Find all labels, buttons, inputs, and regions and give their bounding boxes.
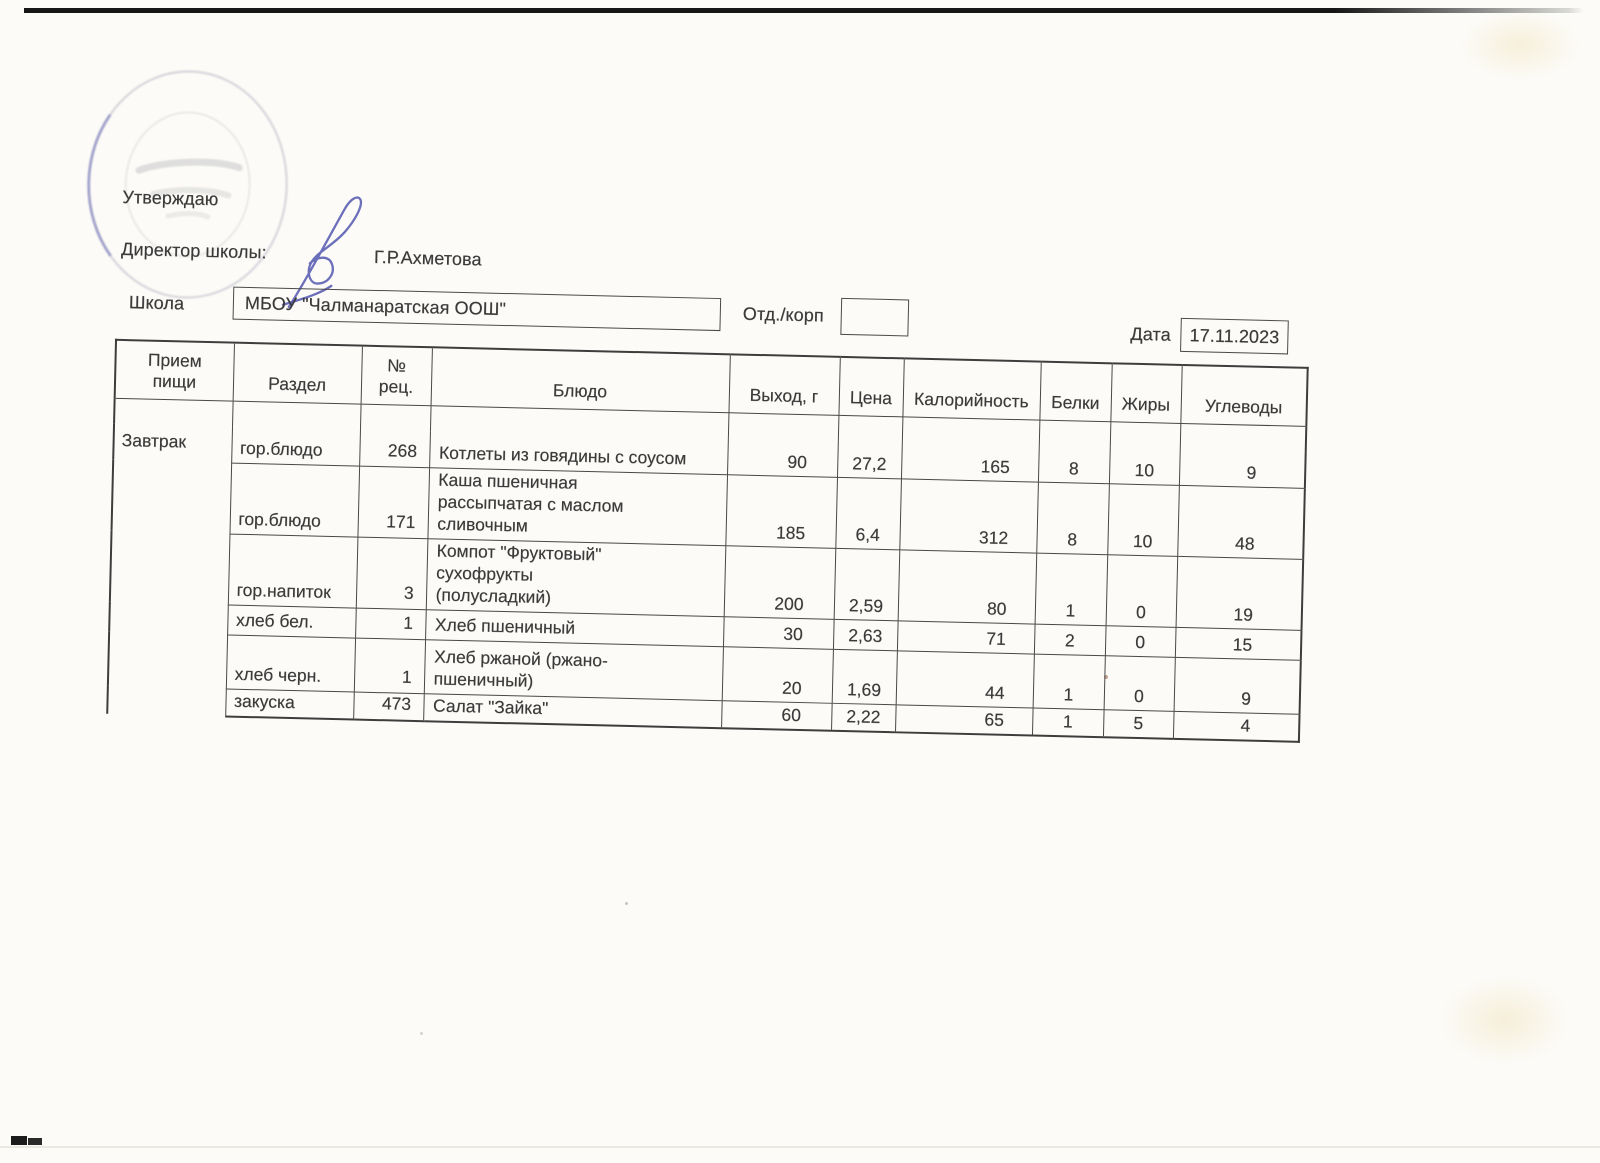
cell-weight: 90: [727, 438, 838, 477]
cell-dish: Каша пшеничная рассыпчатая с маслом сливочным: [427, 467, 727, 545]
empty-cell: [902, 416, 1040, 445]
dept-field: [840, 298, 909, 337]
empty-cell: [1180, 423, 1307, 452]
cell-weight: 30: [723, 616, 834, 649]
cell-section: закуска: [225, 689, 354, 720]
cell-dish: Компот "Фруктовый" сухофрукты (полусладкий): [426, 538, 726, 616]
cell-weight: 20: [722, 646, 833, 703]
col-header-dish: Блюдо: [431, 347, 730, 412]
director-label: Директор школы:: [120, 238, 267, 263]
empty-cell: [1039, 420, 1111, 448]
cell-carbs: 9: [1174, 657, 1301, 714]
meal-group-cell: Завтрак: [107, 398, 232, 716]
empty-cell: [838, 415, 903, 443]
cell-section: гор.блюдо: [231, 427, 360, 466]
school-name-field: [233, 287, 722, 331]
school-name-value: МБОУ "Чалманаратская ООШ": [244, 292, 507, 320]
cell-recno: 3: [356, 537, 428, 610]
cell-protein: 1: [1035, 553, 1108, 626]
cell-section: гор.напиток: [228, 534, 358, 608]
cell-price: 27,2: [837, 441, 902, 478]
cell-price: 1,69: [832, 649, 897, 704]
cell-fat: 0: [1105, 625, 1176, 657]
cell-carbs: 15: [1175, 627, 1302, 660]
cell-fat: 0: [1104, 655, 1175, 711]
cell-carbs: 19: [1176, 556, 1304, 630]
col-header-carbs: Углеводы: [1180, 365, 1307, 426]
col-header-protein: Белки: [1039, 362, 1111, 422]
cell-fat: 10: [1107, 483, 1179, 556]
cell-dish: Хлеб пшеничный: [425, 609, 724, 646]
cell-protein: 8: [1038, 446, 1110, 484]
col-header-recno: № рец.: [361, 346, 432, 406]
cell-price: 2,59: [834, 548, 900, 620]
dept-label: Отд./корп: [742, 303, 824, 326]
empty-cell: [728, 412, 839, 441]
cell-dish: Салат "Зайка": [423, 693, 722, 728]
cell-price: 6,4: [835, 477, 901, 549]
cell-fat: 0: [1106, 554, 1178, 627]
approve-label: Утверждаю: [122, 186, 219, 210]
cell-calories: 80: [898, 549, 1037, 623]
date-label: Дата: [1130, 323, 1171, 345]
cell-dish: Котлеты из говядины с соусом: [429, 431, 728, 474]
cell-recno: 1: [355, 608, 426, 640]
cell-weight: 185: [725, 474, 837, 548]
cell-protein: 1: [1033, 654, 1105, 710]
cell-price: 2,63: [833, 619, 898, 650]
cell-protein: 2: [1034, 624, 1106, 656]
cell-calories: 165: [901, 442, 1039, 481]
cell-carbs: 48: [1177, 485, 1305, 559]
cell-carbs: 4: [1173, 711, 1300, 741]
cell-dish: Хлеб ржаной (ржано-пшеничный): [424, 639, 723, 700]
cell-calories: 71: [897, 620, 1035, 653]
cell-section: гор.блюдо: [229, 463, 359, 537]
cell-weight: 200: [724, 545, 836, 619]
col-header-calories: Калорийность: [902, 358, 1040, 419]
cell-calories: 65: [895, 704, 1033, 735]
cell-section: хлеб бел.: [227, 605, 356, 638]
cell-carbs: 9: [1179, 449, 1306, 488]
cell-fat: 10: [1109, 447, 1180, 485]
cell-recno: 473: [353, 692, 424, 721]
cell-section: хлеб черн.: [226, 635, 355, 692]
cell-weight: 60: [721, 700, 832, 730]
empty-cell: [1110, 421, 1181, 449]
director-name: Г.Р.Ахметова: [373, 246, 482, 270]
cell-recno: 171: [357, 466, 429, 539]
cell-recno: 268: [359, 430, 430, 468]
cell-price: 2,22: [831, 703, 896, 732]
col-header-price: Цена: [838, 357, 903, 416]
empty-cell: [360, 404, 431, 432]
col-header-weight: Выход, г: [728, 354, 839, 415]
cell-protein: 8: [1036, 482, 1109, 555]
cell-calories: 44: [896, 650, 1034, 707]
col-header-fat: Жиры: [1110, 363, 1181, 423]
cell-fat: 5: [1103, 709, 1174, 738]
cell-protein: 1: [1032, 708, 1104, 737]
menu-table: [106, 339, 1309, 743]
cell-calories: 312: [899, 478, 1038, 552]
cell-recno: 1: [354, 638, 425, 694]
col-header-section: Раздел: [233, 343, 362, 404]
col-header-meal: Прием пищи: [115, 340, 234, 401]
empty-cell: [232, 401, 361, 430]
date-field: [1180, 318, 1289, 355]
school-label: Школа: [128, 292, 185, 314]
date-value: 17.11.2023: [1189, 324, 1280, 347]
